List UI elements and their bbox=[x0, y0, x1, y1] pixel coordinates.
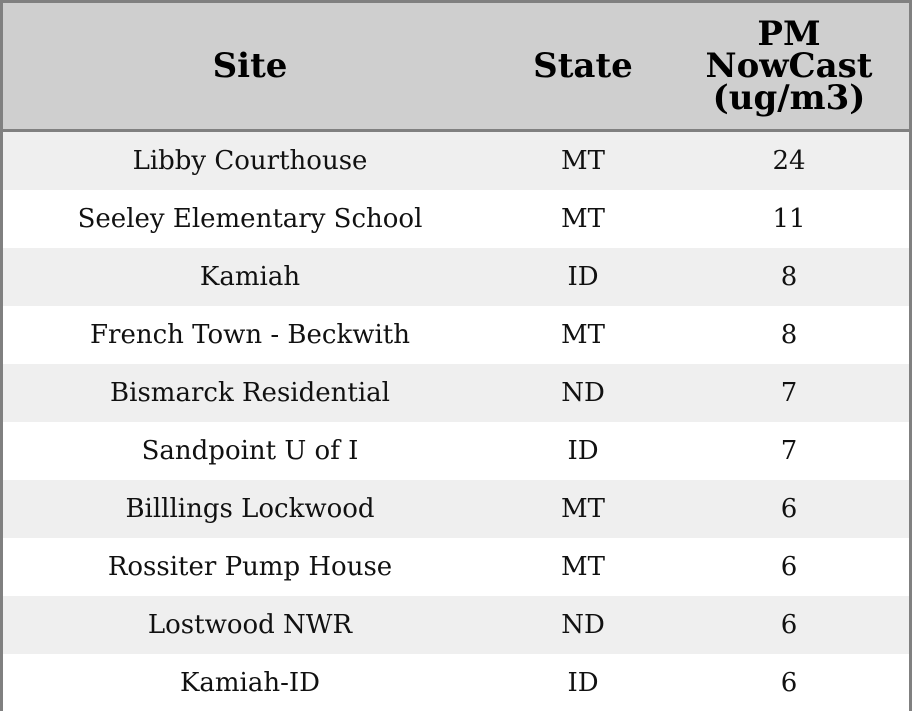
cell-pm-nowcast: 7 bbox=[780, 378, 798, 408]
cell-site: Seeley Elementary School bbox=[77, 204, 423, 234]
cell-state: ND bbox=[561, 610, 605, 640]
cell-pm-nowcast: 8 bbox=[780, 320, 798, 350]
cell-site: Kamiah bbox=[199, 262, 301, 292]
cell-pm-nowcast: 6 bbox=[780, 552, 798, 582]
cell-pm-nowcast: 6 bbox=[780, 668, 798, 698]
cell-site: Sandpoint U of I bbox=[141, 436, 359, 466]
cell-state: MT bbox=[561, 204, 605, 234]
cell-site: Rossiter Pump House bbox=[107, 552, 393, 582]
cell-site: Libby Courthouse bbox=[132, 146, 368, 176]
column-header-state: State bbox=[533, 46, 633, 86]
table-row bbox=[3, 306, 909, 364]
cell-pm-nowcast: 24 bbox=[772, 146, 806, 176]
cell-pm-nowcast: 6 bbox=[780, 494, 798, 524]
table-row bbox=[3, 596, 909, 654]
cell-pm-nowcast: 6 bbox=[780, 610, 798, 640]
table-row bbox=[3, 248, 909, 306]
cell-site: Lostwood NWR bbox=[147, 610, 353, 640]
table-row bbox=[3, 364, 909, 422]
table-row bbox=[3, 654, 909, 712]
cell-pm-nowcast: 11 bbox=[772, 204, 806, 234]
cell-site: Billlings Lockwood bbox=[125, 494, 375, 524]
column-header-site: Site bbox=[212, 46, 288, 86]
table-row bbox=[3, 422, 909, 480]
cell-site: Bismarck Residential bbox=[110, 378, 390, 408]
table-row bbox=[3, 132, 909, 190]
cell-site: Kamiah-ID bbox=[179, 668, 321, 698]
table-row bbox=[3, 190, 909, 248]
cell-state: ID bbox=[567, 668, 599, 698]
table-header bbox=[3, 3, 909, 132]
cell-pm-nowcast: 7 bbox=[780, 436, 798, 466]
cell-state: MT bbox=[561, 320, 605, 350]
table-body bbox=[3, 132, 909, 712]
table-row bbox=[3, 538, 909, 596]
cell-state: MT bbox=[561, 146, 605, 176]
table-row bbox=[3, 480, 909, 538]
column-header-pm-nowcast: PM NowCast (ug/m3) bbox=[705, 14, 873, 118]
cell-state: ID bbox=[567, 436, 599, 466]
cell-site: French Town - Beckwith bbox=[89, 320, 411, 350]
cell-state: ID bbox=[567, 262, 599, 292]
cell-pm-nowcast: 8 bbox=[780, 262, 798, 292]
cell-state: ND bbox=[561, 378, 605, 408]
cell-state: MT bbox=[561, 494, 605, 524]
cell-state: MT bbox=[561, 552, 605, 582]
